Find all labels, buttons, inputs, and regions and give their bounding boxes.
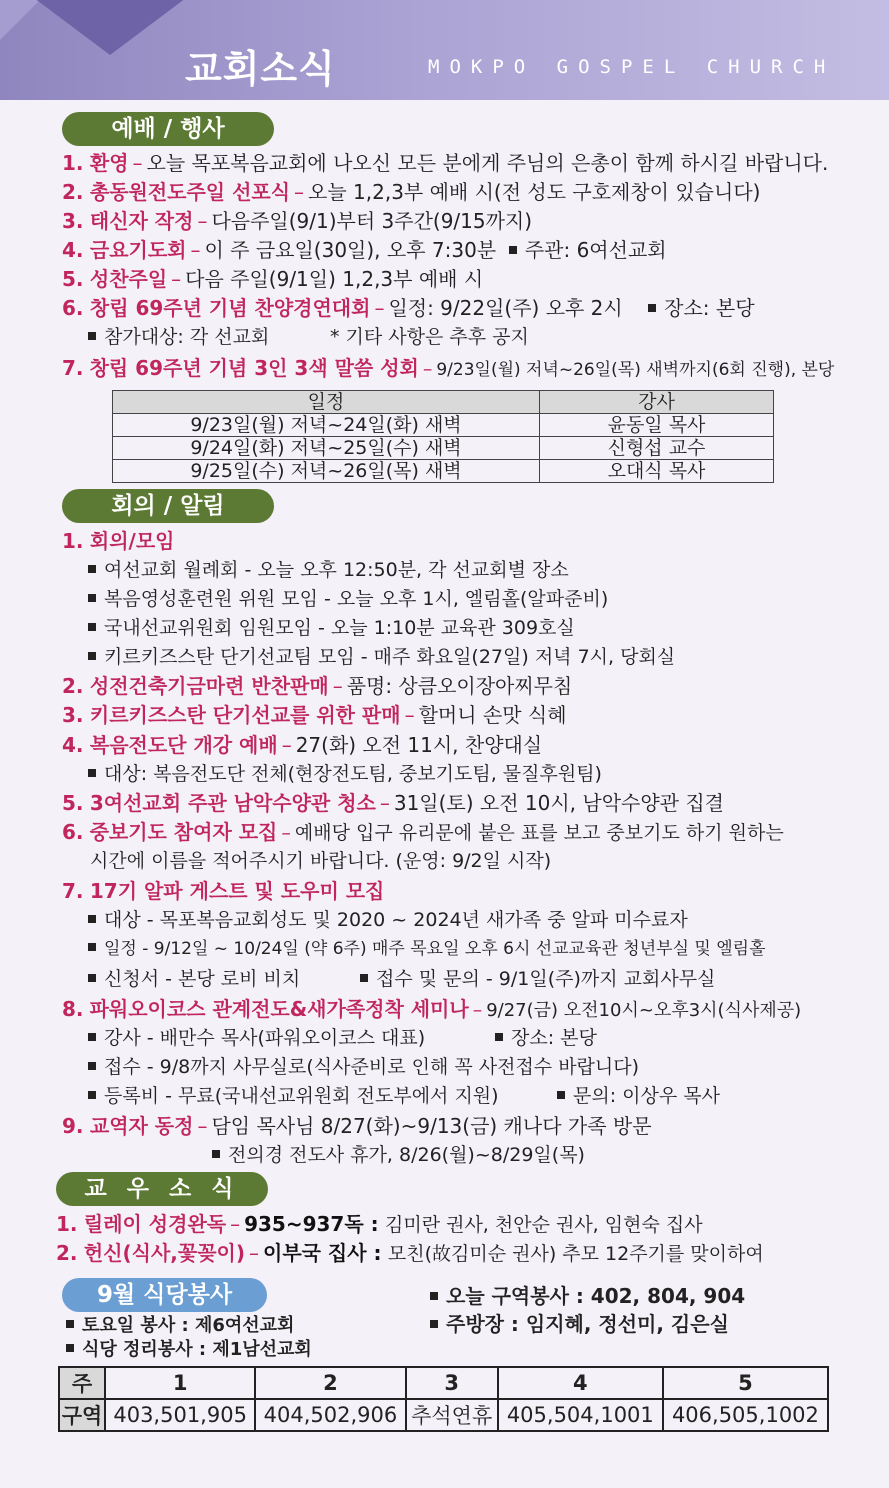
- table-cell: 신형섭 교수: [540, 437, 774, 460]
- list-sub-item: 대상 - 목포복음교회성도 및 2020 ~ 2024년 새가족 중 알파 미수료자: [88, 907, 688, 933]
- bullet-icon: [495, 1033, 503, 1041]
- bullet-icon: [88, 1062, 96, 1070]
- bullet-icon: [88, 652, 96, 660]
- today-district-service: 오늘 구역봉사 : 402, 804, 904: [430, 1283, 745, 1309]
- table-row: [113, 460, 774, 483]
- table-cell: 403,501,905: [105, 1399, 255, 1431]
- table-row: [59, 1367, 828, 1399]
- list-item: 8. 파워오이코스 관계전도&새가족정착 세미나 – 9/27(금) 오전10시~오후3시(식사제공): [62, 997, 802, 1021]
- church-name: MOKPO GOSPEL CHURCH: [428, 56, 836, 78]
- table-header: 구역: [59, 1399, 105, 1431]
- bullet-icon: [430, 1320, 438, 1328]
- bullet-icon: [88, 915, 96, 923]
- table-cell: 3: [406, 1367, 498, 1399]
- table-cell: 추석연휴: [406, 1399, 498, 1431]
- bullet-icon: [557, 1091, 565, 1099]
- list-sub-item: 참가대상: 각 선교회: [88, 324, 269, 350]
- table-cell: 405,504,1001: [498, 1399, 663, 1431]
- table-cell: 9/24일(화) 저녁~25일(수) 새벽: [113, 437, 540, 460]
- list-sub-item: 강사 - 배만수 목사(파워오이코스 대표): [88, 1025, 425, 1051]
- list-sub-item: 신청서 - 본당 로비 비치: [88, 966, 300, 992]
- table-cell: 2: [255, 1367, 405, 1399]
- section-title-meetings: 회의 / 알림: [62, 489, 274, 523]
- bullet-icon: [212, 1150, 220, 1158]
- list-item: 5. 성찬주일 – 다음 주일(9/1일) 1,2,3부 예배 시: [62, 267, 484, 291]
- list-item: 6. 창립 69주년 기념 찬양경연대회 – 일정: 9/22일(주) 오후 2시 장소: 본당: [62, 296, 755, 320]
- bullet-icon: [360, 974, 368, 982]
- bullet-icon: [88, 1033, 96, 1041]
- table-cell: 404,502,906: [255, 1399, 405, 1431]
- saturday-service: 토요일 봉사 : 제6여선교회: [66, 1313, 294, 1339]
- list-sub-item: 전의경 전도사 휴가, 8/26(월)~8/29일(목): [212, 1142, 585, 1168]
- bullet-icon: [88, 332, 96, 340]
- list-item: 7. 17기 알파 게스트 및 도우미 모집: [62, 879, 385, 903]
- table-cell: 406,505,1002: [663, 1399, 828, 1431]
- table-cell: 9/25일(수) 저녁~26일(목) 새벽: [113, 460, 540, 483]
- list-sub-item: 대상: 복음전도단 전체(현장전도팀, 중보기도팀, 물질후원팀): [88, 761, 602, 787]
- list-item: 3. 태신자 작정 – 다음주일(9/1)부터 3주간(9/15까지): [62, 209, 533, 233]
- list-item: 1. 환영 – 오늘 목포복음교회에 나오신 모든 분에게 주님의 은총이 함께 하시길 바랍니다.: [62, 151, 829, 175]
- table-cell: 9/23일(월) 저녁~24일(화) 새벽: [113, 414, 540, 437]
- table-cell: 윤동일 목사: [540, 414, 774, 437]
- table-cell: 1: [105, 1367, 255, 1399]
- table-row: [59, 1399, 828, 1431]
- table-header: 일정: [113, 391, 540, 414]
- list-sub-item: 등록비 - 무료(국내선교위원회 전도부에서 지원): [88, 1083, 499, 1109]
- list-sub-item: 문의: 이상우 목사: [557, 1083, 720, 1109]
- list-sub-item: 일정 - 9/12일 ~ 10/24일 (약 6주) 매주 목요일 오후 6시 선교교육관 청년부실 및 엘림홀: [88, 936, 766, 962]
- bullet-icon: [430, 1292, 438, 1300]
- table-cell: 5: [663, 1367, 828, 1399]
- section-title-worship: 예배 / 행사: [62, 112, 274, 146]
- page-title: 교회소식: [185, 47, 336, 91]
- bullet-icon: [88, 943, 96, 951]
- kitchen-chefs: 주방장 : 임지혜, 정선미, 김은실: [430, 1311, 729, 1337]
- list-sub-item: 여선교회 월례회 - 오늘 오후 12:50분, 각 선교회별 장소: [88, 557, 569, 583]
- table-cell: 4: [498, 1367, 663, 1399]
- list-item: 9. 교역자 동정 – 담임 목사님 8/27(화)~9/13(금) 캐나다 가족 방문: [62, 1114, 652, 1138]
- bullet-icon: [88, 565, 96, 573]
- bullet-icon: [66, 1320, 74, 1328]
- list-sub-item: * 기타 사항은 추후 공지: [330, 326, 529, 348]
- list-item: 4. 복음전도단 개강 예배 – 27(화) 오전 11시, 찬양대실: [62, 733, 543, 757]
- table-row: [113, 437, 774, 460]
- bullet-icon: [88, 769, 96, 777]
- list-item: 3. 키르키즈스탄 단기선교를 위한 판매 – 할머니 손맛 식혜: [62, 703, 567, 727]
- header-decoration: [30, 0, 190, 55]
- bullet-icon: [88, 623, 96, 631]
- list-sub-item: 장소: 본당: [495, 1025, 597, 1051]
- section-title-member-news: 교 우 소 식: [56, 1172, 268, 1206]
- bullet-icon: [88, 974, 96, 982]
- table-cell: 오대식 목사: [540, 460, 774, 483]
- table-row: [113, 414, 774, 437]
- section-title-cafeteria: 9월 식당봉사: [62, 1278, 267, 1312]
- bullet-icon: [88, 1091, 96, 1099]
- speaker-schedule-table: [112, 390, 774, 483]
- cleanup-service: 식당 정리봉사 : 제1남선교회: [66, 1337, 312, 1363]
- list-item: 2. 성전건축기금마련 반찬판매 – 품명: 상큼오이장아찌무침: [62, 674, 573, 698]
- list-sub-item: 복음영성훈련원 위원 모임 - 오늘 오후 1시, 엘림홀(알파준비): [88, 586, 608, 612]
- table-header: 강사: [540, 391, 774, 414]
- list-item: 1. 릴레이 성경완독 – 935~937독 : 김미란 권사, 천안순 권사, 임현숙 집사: [56, 1212, 703, 1236]
- list-item: 5. 3여선교회 주관 남악수양관 청소 – 31일(토) 오전 10시, 남악수양관 집결: [62, 791, 724, 815]
- bullet-icon: [88, 594, 96, 602]
- list-sub-item: 키르키즈스탄 단기선교팀 모임 - 매주 화요일(27일) 저녁 7시, 당회실: [88, 644, 675, 670]
- list-sub-item: 국내선교위원회 임원모임 - 오늘 1:10분 교육관 309호실: [88, 615, 575, 641]
- list-item: 1. 회의/모임: [62, 529, 175, 553]
- list-item: 7. 창립 69주년 기념 3인 3색 말씀 성회 – 9/23일(월) 저녁~26일(목) 새벽까지(6회 진행), 본당: [62, 356, 835, 380]
- table-header: 주: [59, 1367, 105, 1399]
- list-sub-item: 접수 - 9/8까지 사무실로(식사준비로 인해 꼭 사전접수 바랍니다): [88, 1054, 639, 1080]
- bullet-icon: [509, 246, 517, 254]
- list-item: 2. 총동원전도주일 선포식 – 오늘 1,2,3부 예배 시(전 성도 구호제창이 있습니다): [62, 180, 761, 204]
- list-item: 2. 헌신(식사,꽃꽂이) – 이부국 집사 : 모친(故김미순 권사) 추모 12주기를 맞이하여: [56, 1241, 764, 1265]
- list-sub-item: 접수 및 문의 - 9/1일(주)까지 교회사무실: [360, 966, 715, 992]
- header-banner: [0, 0, 889, 100]
- table-header-row: [113, 391, 774, 414]
- list-item-continuation: 시간에 이름을 적어주시기 바랍니다. (운영: 9/2일 시작): [90, 850, 552, 872]
- bullet-icon: [648, 304, 656, 312]
- cafeteria-schedule-table: [58, 1366, 829, 1432]
- list-item: 6. 중보기도 참여자 모집 – 예배당 입구 유리문에 붙은 표를 보고 중보기도 하기 원하는: [62, 820, 784, 844]
- bullet-icon: [66, 1344, 74, 1352]
- list-item: 4. 금요기도회 – 이 주 금요일(30일), 오후 7:30분 주관: 6여선교회: [62, 238, 667, 262]
